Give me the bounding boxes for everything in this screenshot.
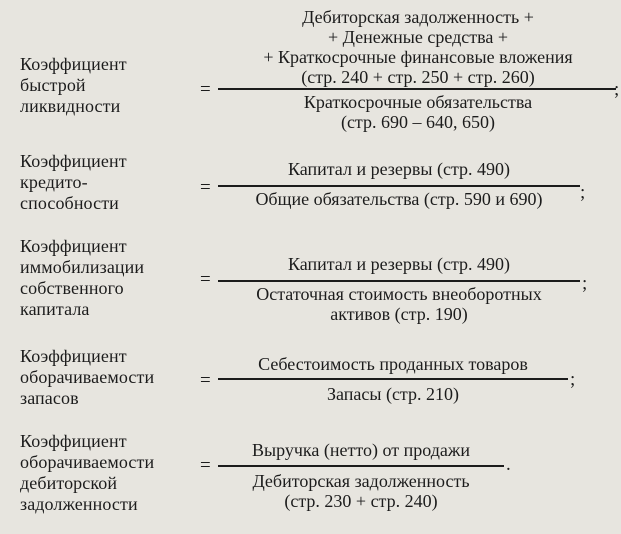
formula-label: Коэффициент оборачиваемости дебиторской задолженности: [20, 431, 155, 514]
denominator: Запасы (стр. 210): [326, 384, 460, 404]
fraction-bar: [218, 378, 568, 380]
fraction-bar: [218, 185, 580, 187]
punctuation: ;: [570, 369, 576, 390]
numerator: Капитал и резервы (стр. 490): [287, 254, 511, 274]
numerator: Дебиторская задолженность + + Денежные средства + + Краткосрочные финансовые вложения (стр. 240 + стр. 250 + стр. 260): [263, 7, 573, 87]
numerator: Капитал и резервы (стр. 490): [287, 159, 511, 179]
equals-sign: =: [200, 269, 211, 290]
punctuation: ;: [580, 182, 586, 203]
formula-capital-immobilization: [0, 230, 621, 330]
formula-inventory-turnover: [0, 340, 621, 420]
formula-creditworthiness: [0, 145, 621, 225]
numerator: Себестоимость проданных товаров: [258, 354, 528, 374]
equals-sign: =: [200, 177, 211, 198]
denominator: Дебиторская задолженность (стр. 230 + стр. 240): [252, 471, 470, 511]
punctuation: ;: [582, 273, 588, 294]
formula-quick-liquidity: [0, 0, 621, 140]
equals-sign: =: [200, 370, 211, 391]
punctuation: ;: [614, 79, 620, 100]
formula-receivables-turnover: [0, 427, 621, 532]
punctuation: .: [506, 454, 511, 475]
formula-label: Коэффициент иммобилизации собственного капитала: [20, 236, 145, 319]
formula-label: Коэффициент кредито- способности: [20, 151, 127, 213]
fraction-bar: [218, 88, 616, 90]
denominator: Общие обязательства (стр. 590 и 690): [255, 189, 543, 209]
denominator: Краткосрочные обязательства (стр. 690 – 640, 650): [303, 92, 533, 132]
formula-label: Коэффициент быстрой ликвидности: [20, 54, 127, 116]
numerator: Выручка (нетто) от продажи: [252, 440, 470, 460]
equals-sign: =: [200, 79, 211, 100]
formula-label: Коэффициент оборачиваемости запасов: [20, 346, 155, 408]
fraction-bar: [218, 280, 580, 282]
fraction-bar: [218, 465, 504, 467]
equals-sign: =: [200, 455, 211, 476]
denominator: Остаточная стоимость внеоборотных активов (стр. 190): [256, 284, 542, 324]
